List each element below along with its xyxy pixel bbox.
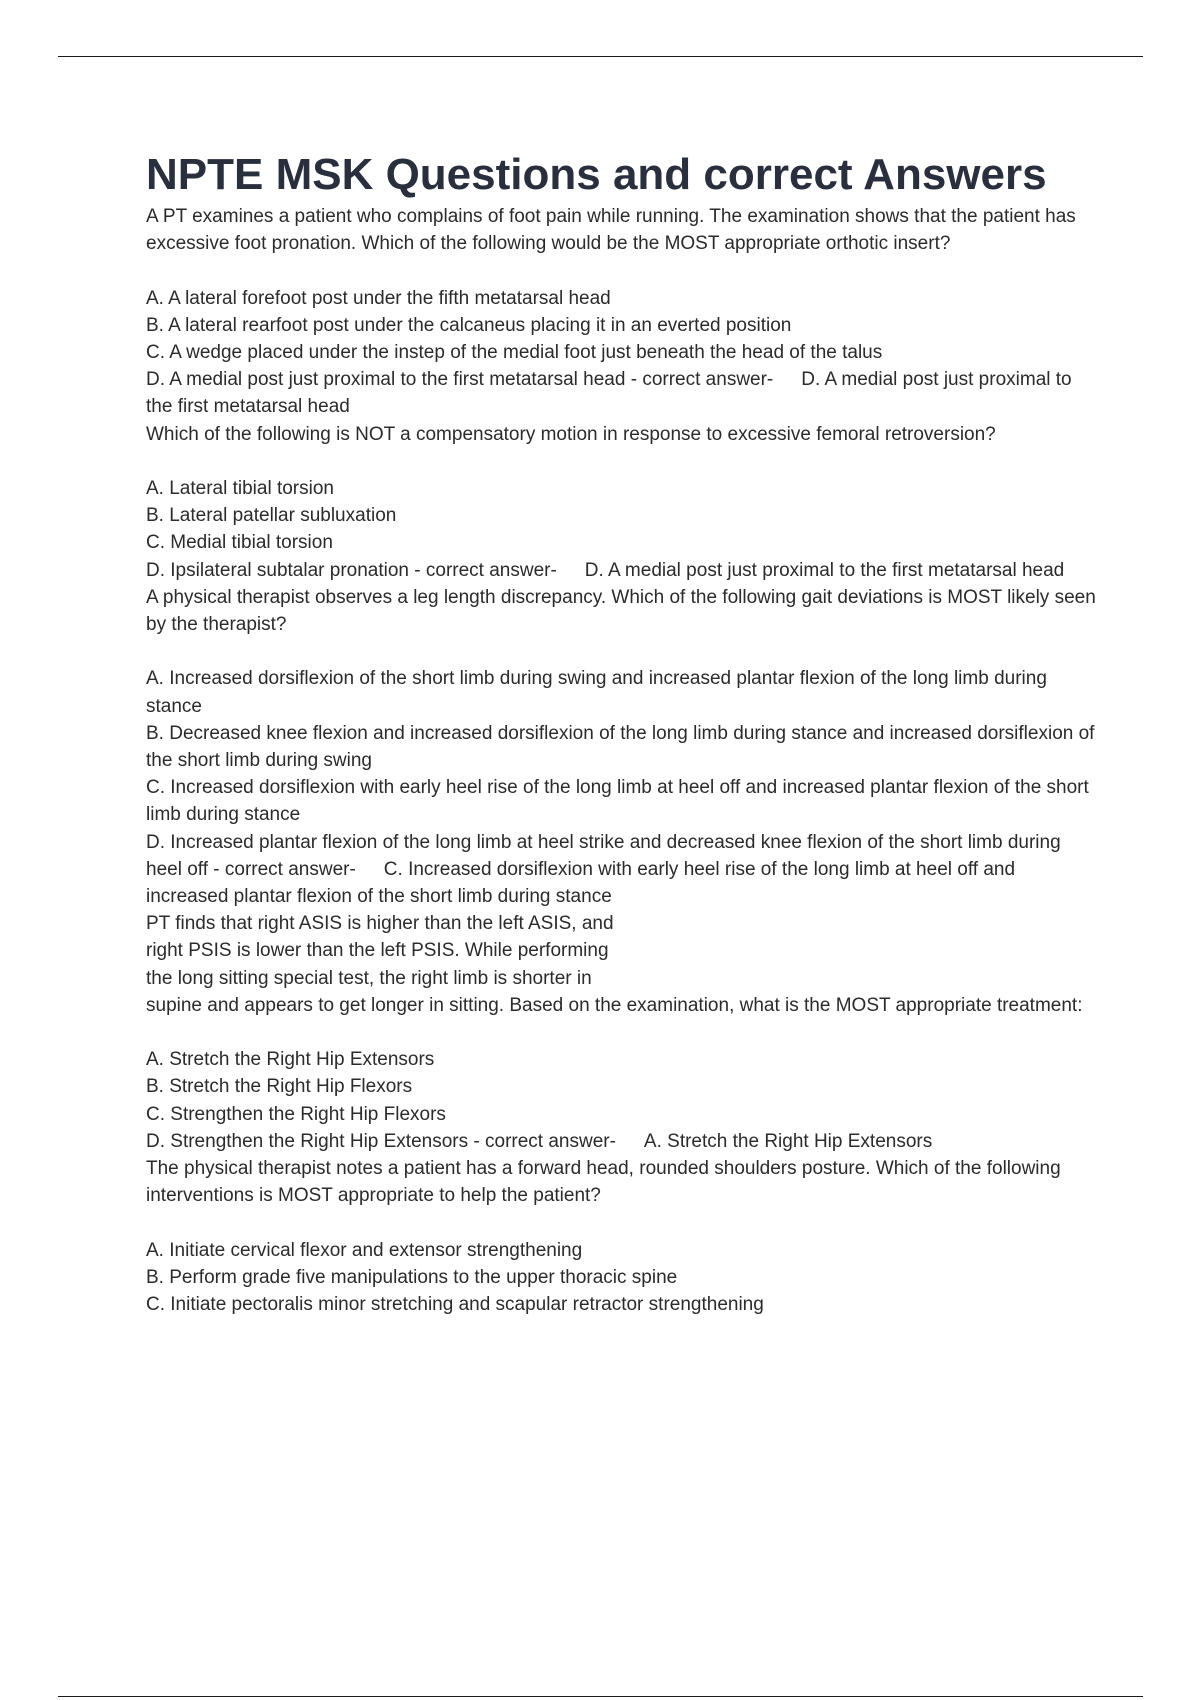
option: A. Stretch the Right Hip Extensors [146,1049,435,1071]
bottom-rule [58,1696,1143,1697]
document-page [146,146,1096,1318]
option: A. Initiate cervical flexor and extensor strengthening [146,1239,583,1261]
question-stem: A physical therapist observes a leg length discrepancy. Which of the following gait deviations is MOST likely seen by the therapist? [146,586,1096,636]
correct-answer: C. Increased dorsiflexion with early heel rise of the long limb at heel off and increased plantar flexion of the short limb during stance [146,858,1016,908]
question-stem-line: PT finds that right ASIS is higher than the left ASIS, and [146,913,614,935]
question-stem: Which of the following is NOT a compensatory motion in response to excessive femoral retroversion? [146,423,996,445]
correct-answer: A. Stretch the Right Hip Extensors [643,1130,933,1152]
question-stem: The physical therapist notes a patient has a forward head, rounded shoulders posture. Which of the following interventions is MOST appropriate to help the patient? [146,1158,1061,1207]
correct-answer-marker: - correct answer- [473,1130,616,1152]
option-with-answer [146,557,1096,584]
correct-answer: D. A medial post just proximal to the first metatarsal head [146,369,1072,418]
question-stem: A PT examines a patient who complains of foot pain while running. The examination shows that the patient has excessive foot pronation. Which of the following would be the MOST appropriate orthotic insert? [146,206,1076,255]
option: A. A lateral forefoot post under the fifth metatarsal head [146,287,611,309]
option-with-answer [146,829,1096,911]
option: B. Lateral patellar subluxation [146,505,397,527]
document-title: NPTE MSK Questions and correct Answers [146,150,1047,199]
option-with-answer [146,366,1096,420]
option-text: D. Increased plantar flexion of the long limb at heel strike and decreased knee flexion of the short limb during heel off [146,831,1061,880]
correct-answer-marker: - correct answer- [414,559,557,581]
option: A. Increased dorsiflexion of the short limb during swing and increased plantar flexion of the long limb during stance [146,668,1047,717]
option: C. Medial tibial torsion [146,532,333,554]
option: C. Initiate pectoralis minor stretching and scapular retractor strengthening [146,1294,764,1316]
correct-answer-marker: - correct answer- [630,369,774,391]
option: B. Stretch the Right Hip Flexors [146,1076,413,1098]
option: A. Lateral tibial torsion [146,478,334,499]
option: C. Increased dorsiflexion with early heel rise of the long limb at heel off and increased plantar flexion of the short limb during stance [146,777,1089,826]
option-with-answer [146,1128,1096,1155]
option-text: D. A medial post just proximal to the first metatarsal head [146,369,626,391]
correct-answer: D. A medial post just proximal to the first metatarsal head [584,559,1065,581]
correct-answer-marker: - correct answer- [213,858,356,880]
option-text: D. Ipsilateral subtalar pronation [146,559,409,581]
question-stem-line: supine and appears to get longer in sitting. Based on the examination, what is the MOST appropriate treatment: [146,994,1083,1016]
option-text: D. Strengthen the Right Hip Extensors [146,1130,469,1152]
option: C. Strengthen the Right Hip Flexors [146,1103,446,1125]
top-rule [58,56,1143,57]
question-stem-line: right PSIS is lower than the left PSIS. While performing [146,940,609,962]
option: B. A lateral rearfoot post under the calcaneus placing it in an everted position [146,314,792,336]
option: B. Perform grade five manipulations to the upper thoracic spine [146,1266,678,1288]
option: B. Decreased knee flexion and increased dorsiflexion of the long limb during stance and increased dorsiflexion of the short limb during swing [146,722,1095,772]
option: C. A wedge placed under the instep of the medial foot just beneath the head of the talus [146,342,883,363]
question-stem-line: the long sitting special test, the right limb is shorter in [146,967,592,989]
document-body [146,203,1096,1318]
